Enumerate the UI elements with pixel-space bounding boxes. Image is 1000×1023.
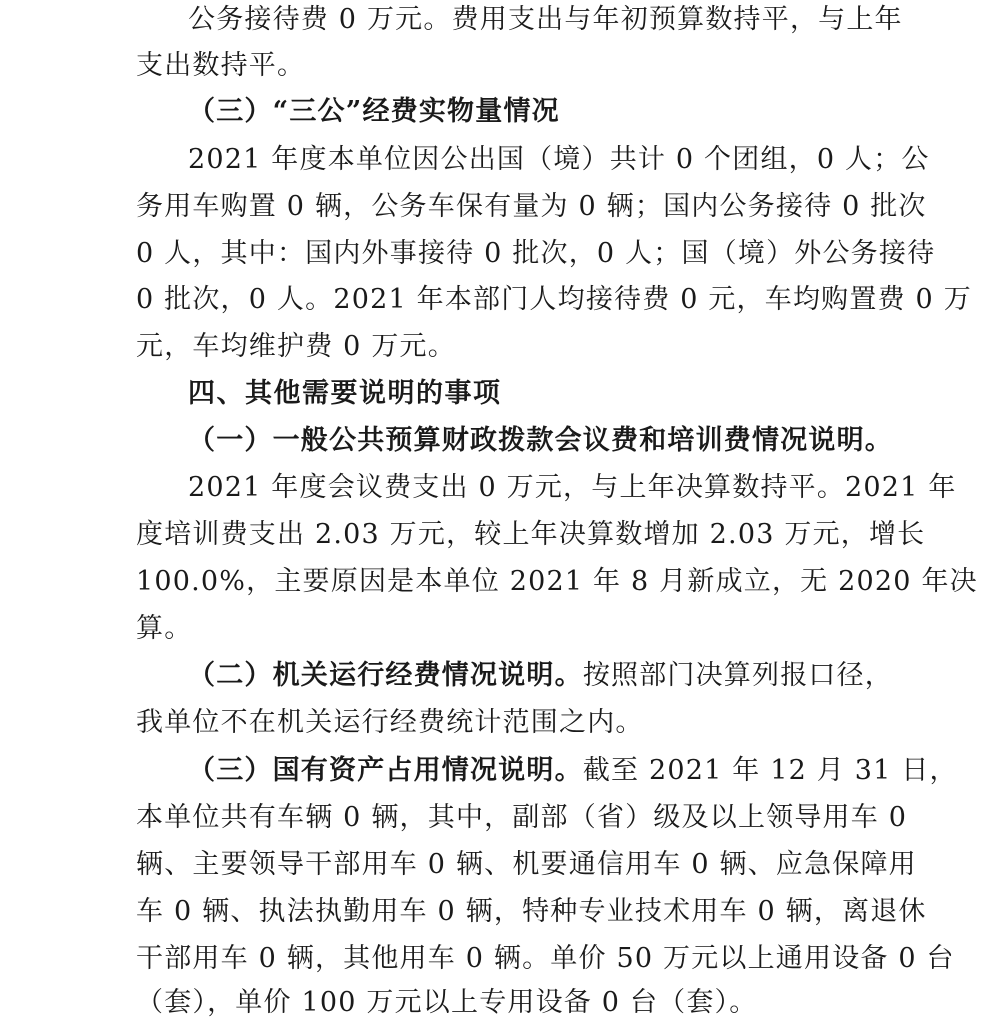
text-line-22: （套），单价 100 万元以上专用设备 0 台（套）。 xyxy=(136,987,758,1018)
section-heading-other-matters: 四、其他需要说明的事项 xyxy=(188,378,502,409)
text-line-18: 本单位共有车辆 0 辆，其中，副部（省）级及以上领导用车 0 xyxy=(136,802,908,833)
text-line-4: 2021 年度本单位因公出国（境）共计 0 个团组，0 人；公 xyxy=(188,144,930,175)
text-line-11: 2021 年度会议费支出 0 万元，与上年决算数持平。2021 年 xyxy=(188,472,957,503)
text-line-20: 车 0 辆、执法执勤用车 0 辆，特种专业技术用车 0 辆，离退休 xyxy=(136,896,927,927)
text-line-19: 辆、主要领导干部用车 0 辆、机要通信用车 0 辆、应急保障用 xyxy=(136,849,917,880)
state-assets-date-text: 截至 2021 年 12 月 31 日， xyxy=(582,755,958,786)
operating-expense-text: 按照部门决算列报口径， xyxy=(582,660,894,691)
subheading-state-assets: （三）国有资产占用情况说明。 xyxy=(188,755,583,786)
text-line-21: 干部用车 0 辆，其他用车 0 辆。单价 50 万元以上通用设备 0 台 xyxy=(136,943,955,974)
subheading-meeting-training: （一）一般公共预算财政拨款会议费和培训费情况说明。 xyxy=(188,425,893,456)
text-line-5: 务用车购置 0 辆，公务车保有量为 0 辆；国内公务接待 0 批次 xyxy=(136,191,927,222)
text-line-1: 公务接待费 0 万元。费用支出与年初预算数持平，与上年 xyxy=(188,4,903,35)
text-line-17 xyxy=(188,751,958,791)
text-line-12: 度培训费支出 2.03 万元，较上年决算数增加 2.03 万元，增长 xyxy=(136,519,926,550)
text-line-13: 100.0%，主要原因是本单位 2021 年 8 月新成立，无 2020 年决 xyxy=(136,566,978,597)
text-line-14: 算。 xyxy=(136,613,193,644)
text-line-8: 元，车均维护费 0 万元。 xyxy=(136,331,456,362)
subheading-sangong-quantity: （三）“三公”经费实物量情况 xyxy=(188,96,560,127)
text-line-6: 0 人，其中：国内外事接待 0 批次，0 人；国（境）外公务接待 xyxy=(136,238,936,269)
text-line-2: 支出数持平。 xyxy=(136,50,306,81)
text-line-15 xyxy=(188,656,928,696)
subheading-operating-expense: （二）机关运行经费情况说明。 xyxy=(188,660,583,691)
text-line-7: 0 批次，0 人。2021 年本部门人均接待费 0 元，车均购置费 0 万 xyxy=(136,284,972,315)
text-line-16: 我单位不在机关运行经费统计范围之内。 xyxy=(136,707,644,738)
